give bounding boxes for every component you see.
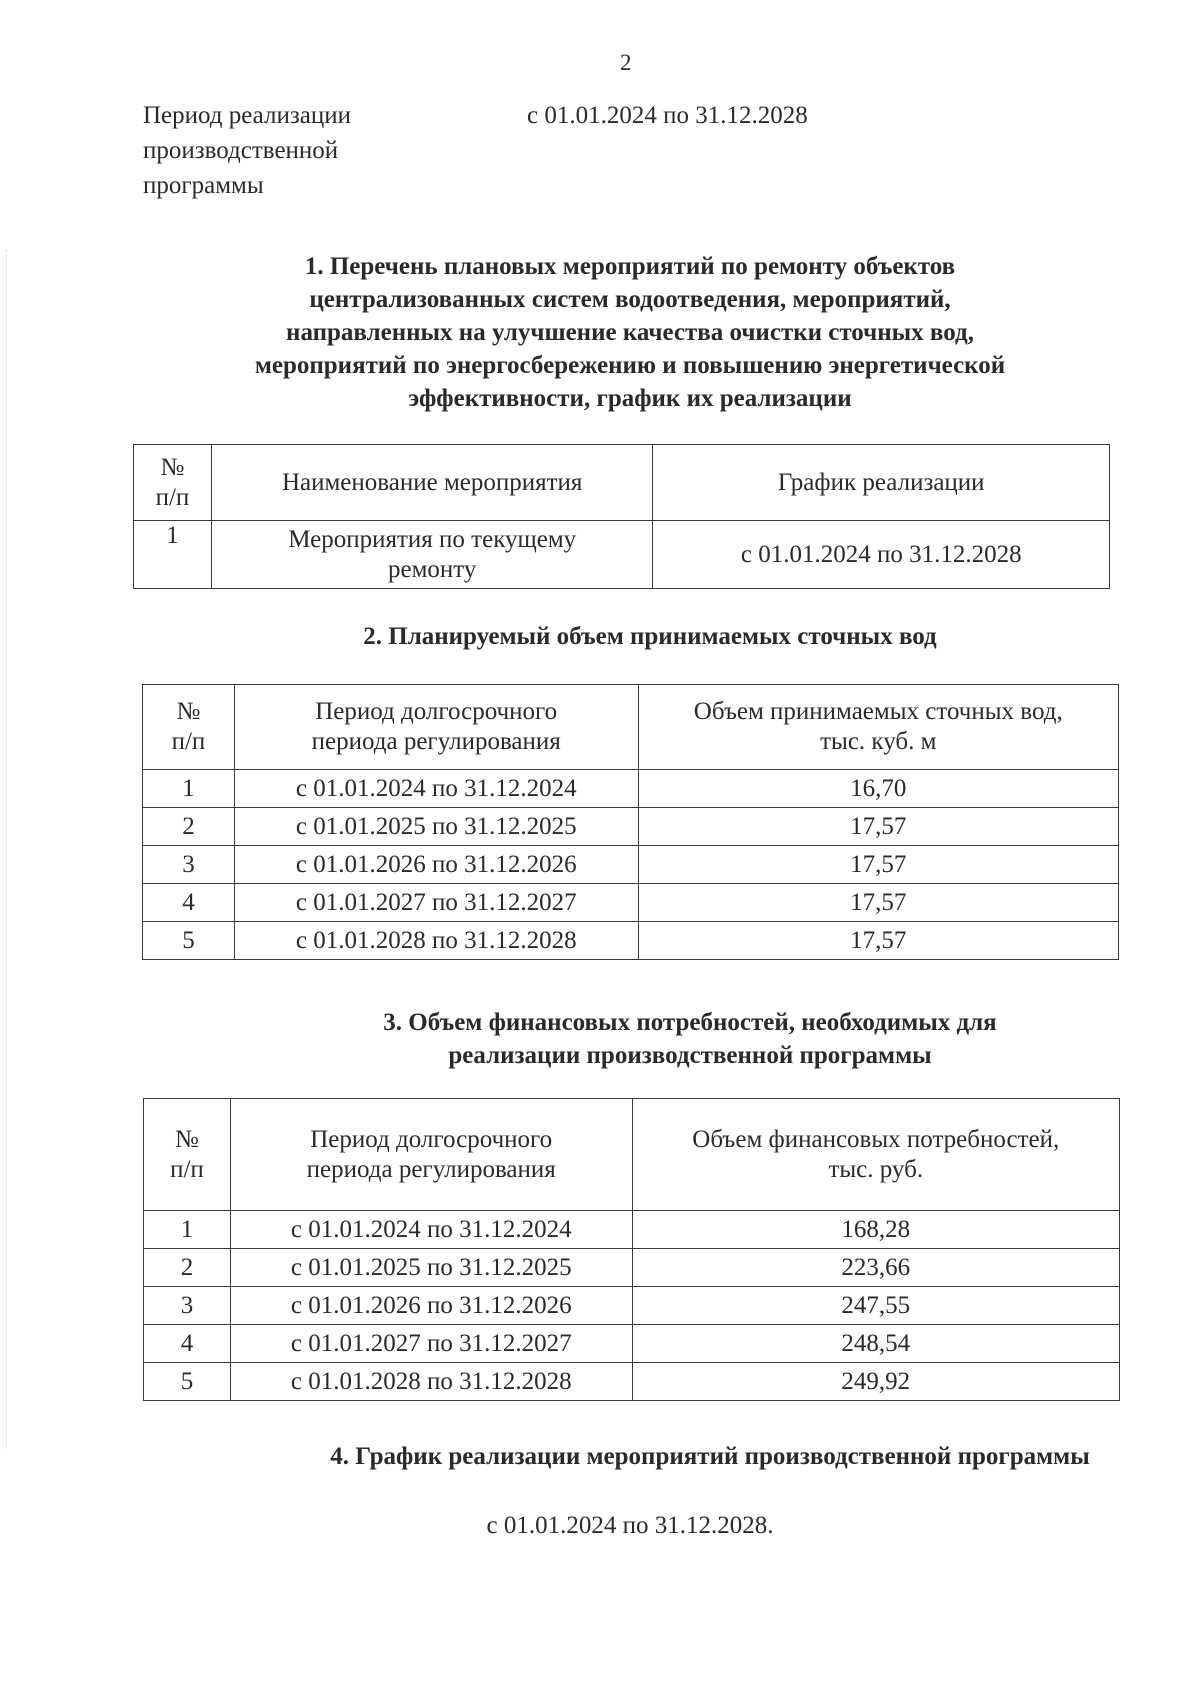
row-num: 1 (134, 521, 212, 589)
period-value: с 01.01.2024 по 31.12.2028 (527, 102, 808, 129)
section3-title (240, 1006, 1140, 1072)
header-num-line: п/п (171, 728, 206, 755)
row-num: 3 (143, 846, 235, 884)
header-period (230, 1099, 632, 1211)
row-num: 1 (144, 1211, 231, 1249)
row-name (211, 521, 653, 589)
row-name-line: Мероприятия по текущему (288, 525, 577, 553)
header-value-line: Объем финансовых потребностей, (692, 1125, 1060, 1153)
row-num: 3 (144, 1287, 231, 1325)
row-value: 16,70 (638, 770, 1118, 808)
row-num: 5 (144, 1363, 231, 1401)
row-value: 249,92 (632, 1363, 1119, 1401)
scan-edge-marks (6, 250, 9, 1450)
header-num-line: № (160, 453, 185, 481)
row-value: 223,66 (632, 1249, 1119, 1287)
row-period: с 01.01.2025 по 31.12.2025 (230, 1249, 632, 1287)
header-period-line: периода регулирования (311, 728, 561, 755)
section1-title (120, 250, 1140, 415)
header-num-line: № (175, 1125, 199, 1153)
period-label (143, 98, 351, 203)
header-num (143, 685, 235, 770)
section1-title-line: 1. Перечень плановых мероприятий по ремонту объектов (304, 253, 956, 280)
row-num: 2 (143, 808, 235, 846)
row-period: с 01.01.2028 по 31.12.2028 (234, 922, 638, 960)
table-row (134, 521, 1110, 589)
header-period-line: периода регулирования (306, 1155, 556, 1183)
table-row (143, 922, 1119, 960)
row-value: 17,57 (638, 922, 1118, 960)
header-value (632, 1099, 1119, 1211)
row-value: 248,54 (632, 1325, 1119, 1363)
row-value: 247,55 (632, 1287, 1119, 1325)
section1-title-line: эффективности, график их реализации (408, 385, 852, 412)
header-num-line: № (176, 698, 201, 725)
section1-table (133, 444, 1110, 589)
section2-table (142, 684, 1119, 960)
table-row (143, 808, 1119, 846)
row-value: 17,57 (638, 846, 1118, 884)
row-period: с 01.01.2027 по 31.12.2027 (234, 884, 638, 922)
table-row (144, 1325, 1120, 1363)
table-row (143, 846, 1119, 884)
row-num: 2 (144, 1249, 231, 1287)
header-num (134, 445, 212, 521)
row-num: 5 (143, 922, 235, 960)
table-header-row (143, 685, 1119, 770)
section1-title-line: мероприятий по энергосбережению и повышению энергетической (254, 352, 1006, 379)
table-header-row (134, 445, 1110, 521)
row-num: 4 (144, 1325, 231, 1363)
row-period: с 01.01.2024 по 31.12.2024 (230, 1211, 632, 1249)
row-name-line: ремонту (388, 555, 477, 583)
header-num (144, 1099, 231, 1211)
period-label-line: Период реализации (143, 102, 351, 129)
row-period: с 01.01.2024 по 31.12.2024 (234, 770, 638, 808)
section2-title: 2. Планируемый объем принимаемых сточных вод (363, 623, 937, 650)
row-value: 17,57 (638, 808, 1118, 846)
table-row (143, 770, 1119, 808)
header-value-line: тыс. куб. м (820, 728, 937, 755)
row-value: 17,57 (638, 884, 1118, 922)
row-period: с 01.01.2028 по 31.12.2028 (230, 1363, 632, 1401)
section1-title-line: централизованных систем водоотведения, мероприятий, (309, 286, 951, 313)
row-num: 4 (143, 884, 235, 922)
section4-title: 4. График реализации мероприятий производственной программы (330, 1443, 1090, 1470)
header-period (234, 685, 638, 770)
header-schedule: График реализации (653, 445, 1110, 521)
row-period: с 01.01.2025 по 31.12.2025 (234, 808, 638, 846)
section1-title-line: направленных на улучшение качества очистки сточных вод, (286, 319, 974, 346)
section3-title-line: 3. Объем финансовых потребностей, необходимых для (383, 1009, 997, 1036)
row-schedule: с 01.01.2024 по 31.12.2028 (653, 521, 1110, 589)
header-period-line: Период долгосрочного (310, 1125, 553, 1153)
section3-table (143, 1098, 1120, 1401)
header-period-line: Период долгосрочного (315, 698, 558, 725)
section4-value: с 01.01.2024 по 31.12.2028. (486, 1512, 774, 1539)
row-num: 1 (143, 770, 235, 808)
row-period: с 01.01.2026 по 31.12.2026 (234, 846, 638, 884)
table-row (144, 1211, 1120, 1249)
table-header-row (144, 1099, 1120, 1211)
header-num-line: п/п (170, 1155, 204, 1183)
table-row (143, 884, 1119, 922)
table-row (144, 1287, 1120, 1325)
header-name: Наименование мероприятия (211, 445, 653, 521)
row-value: 168,28 (632, 1211, 1119, 1249)
section3-title-line: реализации производственной программы (448, 1042, 932, 1069)
header-value (638, 685, 1118, 770)
table-row (144, 1249, 1120, 1287)
row-period: с 01.01.2026 по 31.12.2026 (230, 1287, 632, 1325)
period-label-line: программы (143, 172, 264, 199)
period-label-line: производственной (143, 137, 339, 164)
page-number: 2 (620, 50, 632, 75)
header-value-line: Объем принимаемых сточных вод, (693, 698, 1063, 725)
header-value-line: тыс. руб. (828, 1155, 924, 1183)
table-row (144, 1363, 1120, 1401)
row-period: с 01.01.2027 по 31.12.2027 (230, 1325, 632, 1363)
header-num-line: п/п (155, 483, 190, 511)
